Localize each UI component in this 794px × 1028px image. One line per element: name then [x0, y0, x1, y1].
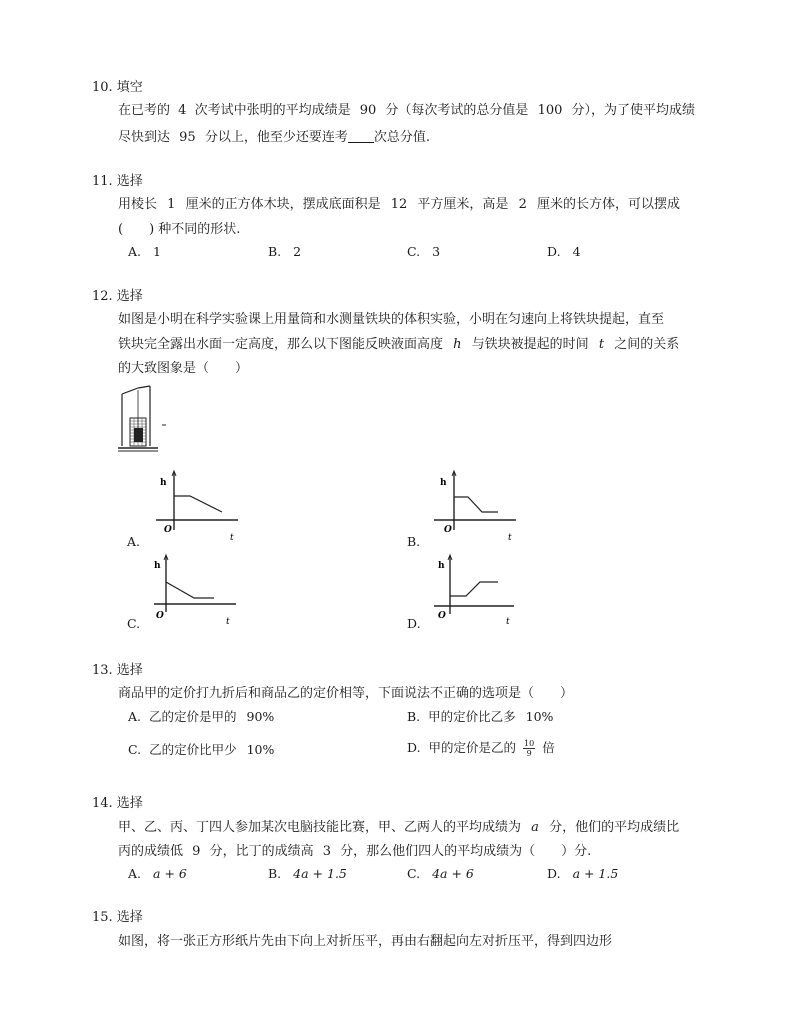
question-12-number: 12. 选择 — [92, 289, 143, 304]
graph-c-curve — [166, 582, 214, 598]
graph-d — [430, 552, 520, 630]
question-13-option-a[interactable]: A. 乙的定价是甲的 90% — [128, 709, 275, 724]
graph-d-origin-label: O — [438, 611, 446, 621]
graph-b-origin-label: O — [444, 525, 452, 535]
graph-d-curve — [450, 582, 498, 596]
question-12-option-c[interactable]: C. — [127, 616, 141, 631]
question-13-stem: 商品甲的定价打九折后和商品乙的定价相等，下面说法不正确的选项是（ ） — [118, 686, 574, 701]
question-12-option-a[interactable]: A. — [127, 534, 141, 549]
question-14-line-2: 丙的成绩低 9 分，比丁的成绩高 3 分，那么他们四人的平均成绩为（ ）分. — [118, 844, 592, 859]
fraction-10-over-9: $\frac{10}{9}$ — [524, 739, 535, 758]
graph-c-origin-label: O — [156, 611, 164, 621]
graph-a-x-label: t — [230, 533, 234, 543]
question-12-option-d[interactable]: D. — [407, 616, 421, 631]
graph-c-y-label: h — [154, 561, 161, 571]
question-14-option-c[interactable]: C. 4a + 6 — [407, 866, 474, 881]
question-14-number: 14. 选择 — [92, 796, 143, 811]
graph-d-y-label: h — [438, 561, 445, 571]
graph-d-x-label: t — [506, 617, 510, 627]
question-11-option-b[interactable]: B. 2 — [268, 244, 302, 259]
graph-a — [150, 468, 240, 546]
question-12-line-2: 铁块完全露出水面一定高度，那么以下图能反映液面高度 h 与铁块被提起的时间 t 之间的关系 — [118, 337, 680, 352]
question-14-option-d[interactable]: D. a + 1.5 — [547, 866, 619, 881]
question-11-line-2: ( ) 种不同的形状. — [118, 222, 241, 237]
graph-c — [150, 552, 240, 630]
question-12-line-1: 如图是小明在科学实验课上用量筒和水测量铁块的体积实验，小明在匀速向上将铁块提起，直至 — [118, 312, 665, 327]
question-11-number: 11. 选择 — [92, 174, 143, 189]
graduated-cylinder-illustration — [118, 384, 178, 456]
question-11-option-a[interactable]: A. 1 — [128, 244, 161, 259]
question-14-option-b[interactable]: B. 4a + 1.5 — [268, 866, 347, 881]
question-14-option-a[interactable]: A. a + 6 — [128, 866, 187, 881]
answer-blank[interactable] — [348, 128, 374, 143]
question-10-number: 10. 填空 — [92, 80, 143, 95]
question-13-option-b[interactable]: B. 甲的定价比乙多 10% — [407, 709, 554, 724]
question-10-line-2: 尽快到达 95 分以上，他至少还要连考 次总分值. — [118, 130, 430, 145]
question-11-option-d[interactable]: D. 4 — [547, 244, 581, 259]
question-10-line-1: 在已考的 4 次考试中张明的平均成绩是 90 分（每次考试的总分值是 100 分），为了使平均成绩 — [118, 103, 696, 118]
question-12-option-b[interactable]: B. — [407, 534, 421, 549]
graph-b-x-label: t — [508, 533, 512, 543]
graph-b-curve — [454, 497, 498, 512]
question-13-option-c[interactable]: C. 乙的定价比甲少 10% — [128, 742, 275, 757]
question-15-line-1: 如图，将一张正方形纸片先由下向上对折压平，再由右翻起向左对折压平，得到四边形 — [118, 934, 613, 949]
question-11-option-c[interactable]: C. 3 — [407, 244, 441, 259]
question-12-line-3: 的大致图象是（ ） — [118, 361, 249, 376]
graph-a-origin-label: O — [164, 525, 172, 535]
graph-a-curve — [174, 496, 222, 512]
question-13-number: 13. 选择 — [92, 663, 143, 678]
graph-a-y-label: h — [160, 478, 167, 488]
graph-c-x-label: t — [226, 617, 230, 627]
question-14-line-1: 甲、乙、丙、丁四人参加某次电脑技能比赛，甲、乙两人的平均成绩为 a 分，他们的平均成绩比 — [118, 820, 680, 835]
graph-b-y-label: h — [440, 478, 447, 488]
graph-b — [430, 468, 520, 546]
question-15-number: 15. 选择 — [92, 910, 143, 925]
question-11-line-1: 用棱长 1 厘米的正方体木块，摆成底面积是 12 平方厘米，高是 2 厘米的长方体，可以摆成 — [118, 197, 681, 212]
question-13-option-d[interactable]: D. 甲的定价是乙的 $\frac{10}{9}$ 倍 — [407, 739, 555, 758]
